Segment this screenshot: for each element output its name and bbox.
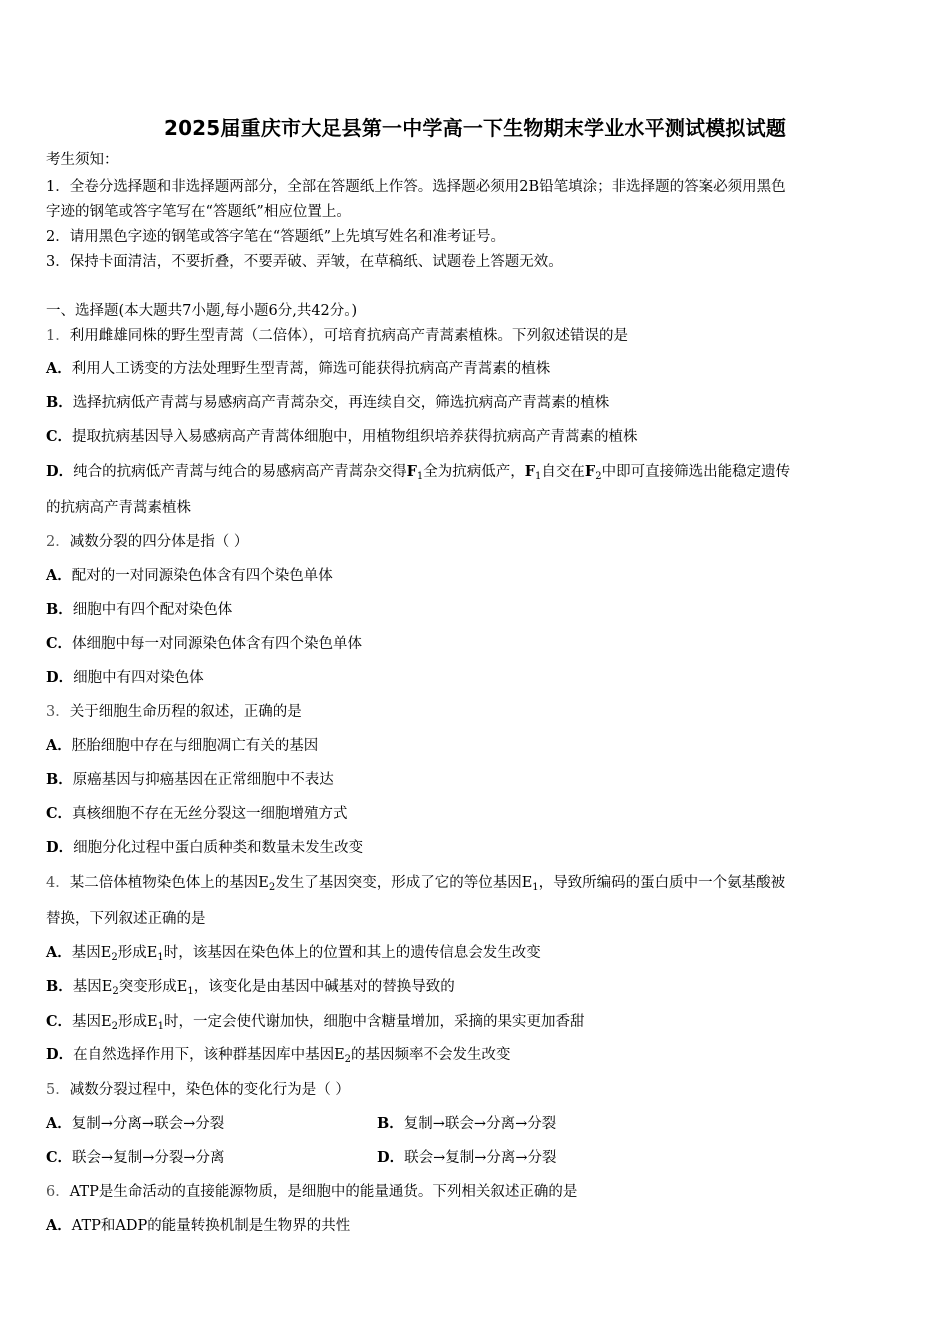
question-4-stem-continued: 替换，下列叙述正确的是 xyxy=(46,911,206,927)
question-number: 1． xyxy=(46,328,70,344)
option-label: C． xyxy=(46,805,73,822)
option-text: 胚胎细胞中存在与细胞凋亡有关的基因 xyxy=(71,738,319,754)
option-text: 细胞分化过程中蛋白质种类和数量未发生改变 xyxy=(73,840,364,856)
option-text: 原癌基因与抑癌基因在正常细胞中不表达 xyxy=(72,772,334,788)
question-text: 关于细胞生命历程的叙述，正确的是 xyxy=(69,704,302,720)
notice-item: 字迹的钢笔或答字笔写在“答题纸”相应位置上。 xyxy=(46,204,351,220)
subscript: 1 xyxy=(157,1021,164,1032)
option-label: D． xyxy=(46,1046,74,1063)
question-3-stem xyxy=(46,702,302,722)
question-text: 发生了基因突变，形成了它的等位基因E xyxy=(275,875,533,891)
q5-option-c xyxy=(46,1148,225,1168)
option-text: 体细胞中每一对同源染色体含有四个染色单体 xyxy=(72,636,363,652)
question-text: 减数分裂过程中，染色体的变化行为是（ ） xyxy=(69,1082,350,1098)
option-label: A． xyxy=(46,360,72,377)
q4-option-c xyxy=(46,1012,584,1032)
option-text: 联会→复制→分裂→分离 xyxy=(72,1150,225,1166)
question-text: 减数分裂的四分体是指（ ） xyxy=(69,534,249,550)
question-text: ，导致所编码的蛋白质中一个氨基酸被 xyxy=(538,875,786,891)
option-label: C． xyxy=(46,635,73,652)
option-label: B． xyxy=(46,978,73,995)
option-label: C． xyxy=(46,1149,73,1166)
option-text: 突变形成E xyxy=(118,979,188,995)
option-text: 全为抗病低产， xyxy=(423,464,525,480)
q4-option-b xyxy=(46,977,455,997)
question-6-stem xyxy=(46,1182,577,1202)
notice-heading: 考生须知： xyxy=(46,152,119,168)
notice-item: 3．保持卡面清洁，不要折叠，不要弄破、弄皱，在草稿纸、试题卷上答题无效。 xyxy=(46,254,563,270)
option-text: 提取抗病基因导入易感病高产青蒿体细胞中，用植物组织培养获得抗病高产青蒿素的植株 xyxy=(72,429,638,445)
subscript: 1 xyxy=(535,471,542,482)
option-label: A． xyxy=(46,1217,72,1234)
option-text: 真核细胞不存在无丝分裂这一细胞增殖方式 xyxy=(72,806,348,822)
f-symbol: F xyxy=(524,463,536,480)
option-label: D． xyxy=(46,839,74,856)
option-text: 联会→复制→分离→分裂 xyxy=(404,1150,557,1166)
question-number: 3． xyxy=(46,704,70,720)
page-title: 2025届重庆市大足县第一中学高一下生物期末学业水平测试模拟试题 xyxy=(163,116,787,140)
option-text: 时，该基因在染色体上的位置和其上的遗传信息会发生改变 xyxy=(163,945,541,961)
option-text: 基因E xyxy=(72,1014,112,1030)
option-text: ATP和ADP的能量转换机制是生物界的共性 xyxy=(71,1218,351,1234)
option-text: 自交在 xyxy=(541,464,585,480)
option-text: 中即可直接筛选出能稳定遗传 xyxy=(601,464,791,480)
q3-option-a xyxy=(46,736,318,756)
option-label: B． xyxy=(46,601,73,618)
option-label: B． xyxy=(377,1115,404,1132)
subscript: 1 xyxy=(416,471,424,482)
section-heading: 一、选择题(本大题共7小题,每小题6分,共42分。) xyxy=(46,303,358,319)
option-label: A． xyxy=(46,737,72,754)
q3-option-c xyxy=(46,804,348,824)
question-5-stem xyxy=(46,1080,350,1100)
option-text: 细胞中有四个配对染色体 xyxy=(72,602,233,618)
option-label: B． xyxy=(46,771,73,788)
q4-option-a xyxy=(46,943,541,963)
option-text: 在自然选择作用下，该种群基因库中基因E xyxy=(73,1047,345,1063)
q3-option-b xyxy=(46,770,334,790)
option-label: D． xyxy=(46,463,74,480)
option-label: C． xyxy=(46,1013,73,1030)
option-text: ，该变化是由基因中碱基对的替换导致的 xyxy=(193,979,455,995)
option-label: B． xyxy=(46,394,73,411)
option-label: A． xyxy=(46,567,72,584)
subscript: 2 xyxy=(344,1054,352,1065)
question-4-stem xyxy=(46,873,785,893)
option-label: C． xyxy=(46,428,73,445)
q1-option-c xyxy=(46,427,638,447)
subscript: 2 xyxy=(111,1021,119,1032)
notice-item: 2．请用黑色字迹的钢笔或答字笔在“答题纸”上先填写姓名和准考证号。 xyxy=(46,229,506,245)
option-text: 时，一定会使代谢加快，细胞中含糖量增加，采摘的果实更加香甜 xyxy=(163,1014,585,1030)
q1-option-a xyxy=(46,359,550,379)
q2-option-a xyxy=(46,566,333,586)
option-label: D． xyxy=(377,1149,405,1166)
f-symbol: F xyxy=(406,463,417,480)
question-text: ATP是生命活动的直接能源物质，是细胞中的能量通货。下列相关叙述正确的是 xyxy=(69,1184,578,1200)
option-text: 基因E xyxy=(71,945,112,961)
q5-option-b xyxy=(377,1114,556,1134)
option-text: 复制→联会→分离→分裂 xyxy=(403,1116,557,1132)
subscript: 1 xyxy=(187,986,194,997)
option-text: 细胞中有四对染色体 xyxy=(73,670,204,686)
subscript: 2 xyxy=(111,952,118,963)
option-text: 利用人工诱变的方法处理野生型青蒿，筛选可能获得抗病高产青蒿素的植株 xyxy=(71,361,551,377)
q6-option-a xyxy=(46,1216,350,1236)
option-text: 配对的一对同源染色体含有四个染色单体 xyxy=(71,568,333,584)
option-text: 基因E xyxy=(72,979,113,995)
q1-option-d-continued: 的抗病高产青蒿素植株 xyxy=(46,500,191,516)
option-text: 复制→分离→联会→分裂 xyxy=(71,1116,225,1132)
q2-option-b xyxy=(46,600,232,620)
q1-option-d xyxy=(46,462,790,482)
q1-option-b xyxy=(46,393,609,413)
q2-option-d xyxy=(46,668,204,688)
q5-option-d xyxy=(377,1148,557,1168)
option-label: A． xyxy=(46,1115,72,1132)
q3-option-d xyxy=(46,838,363,858)
option-text: 形成E xyxy=(118,1014,158,1030)
subscript: 2 xyxy=(112,986,119,997)
f-symbol: F xyxy=(584,463,596,480)
q2-option-c xyxy=(46,634,362,654)
question-2-stem xyxy=(46,532,248,552)
subscript: 2 xyxy=(595,471,602,482)
q5-option-a xyxy=(46,1114,224,1134)
option-label: D． xyxy=(46,669,74,686)
option-text: 的基因频率不会发生改变 xyxy=(351,1047,511,1063)
question-1-stem xyxy=(46,326,628,346)
question-number: 6． xyxy=(46,1184,70,1200)
question-text: 利用雌雄同株的野生型青蒿（二倍体），可培育抗病高产青蒿素植株。下列叙述错误的是 xyxy=(69,328,628,344)
option-text: 形成E xyxy=(117,945,158,961)
subscript: 1 xyxy=(532,882,539,893)
option-text: 选择抗病低产青蒿与易感病高产青蒿杂交，再连续自交，筛选抗病高产青蒿素的植株 xyxy=(72,395,610,411)
question-number: 4． xyxy=(46,875,70,891)
notice-item: 1．全卷分选择题和非选择题两部分，全部在答题纸上作答。选择题必须用2B铅笔填涂；非选择题的答案必须用黑色 xyxy=(46,179,786,195)
q4-option-d xyxy=(46,1045,511,1065)
option-label: A． xyxy=(46,944,72,961)
subscript: 1 xyxy=(157,952,164,963)
subscript: 2 xyxy=(268,882,276,893)
question-number: 2． xyxy=(46,534,70,550)
option-text: 纯合的抗病低产青蒿与纯合的易感病高产青蒿杂交得 xyxy=(73,464,407,480)
question-number: 5． xyxy=(46,1082,70,1098)
question-text: 某二倍体植物染色体上的基因E xyxy=(69,875,269,891)
